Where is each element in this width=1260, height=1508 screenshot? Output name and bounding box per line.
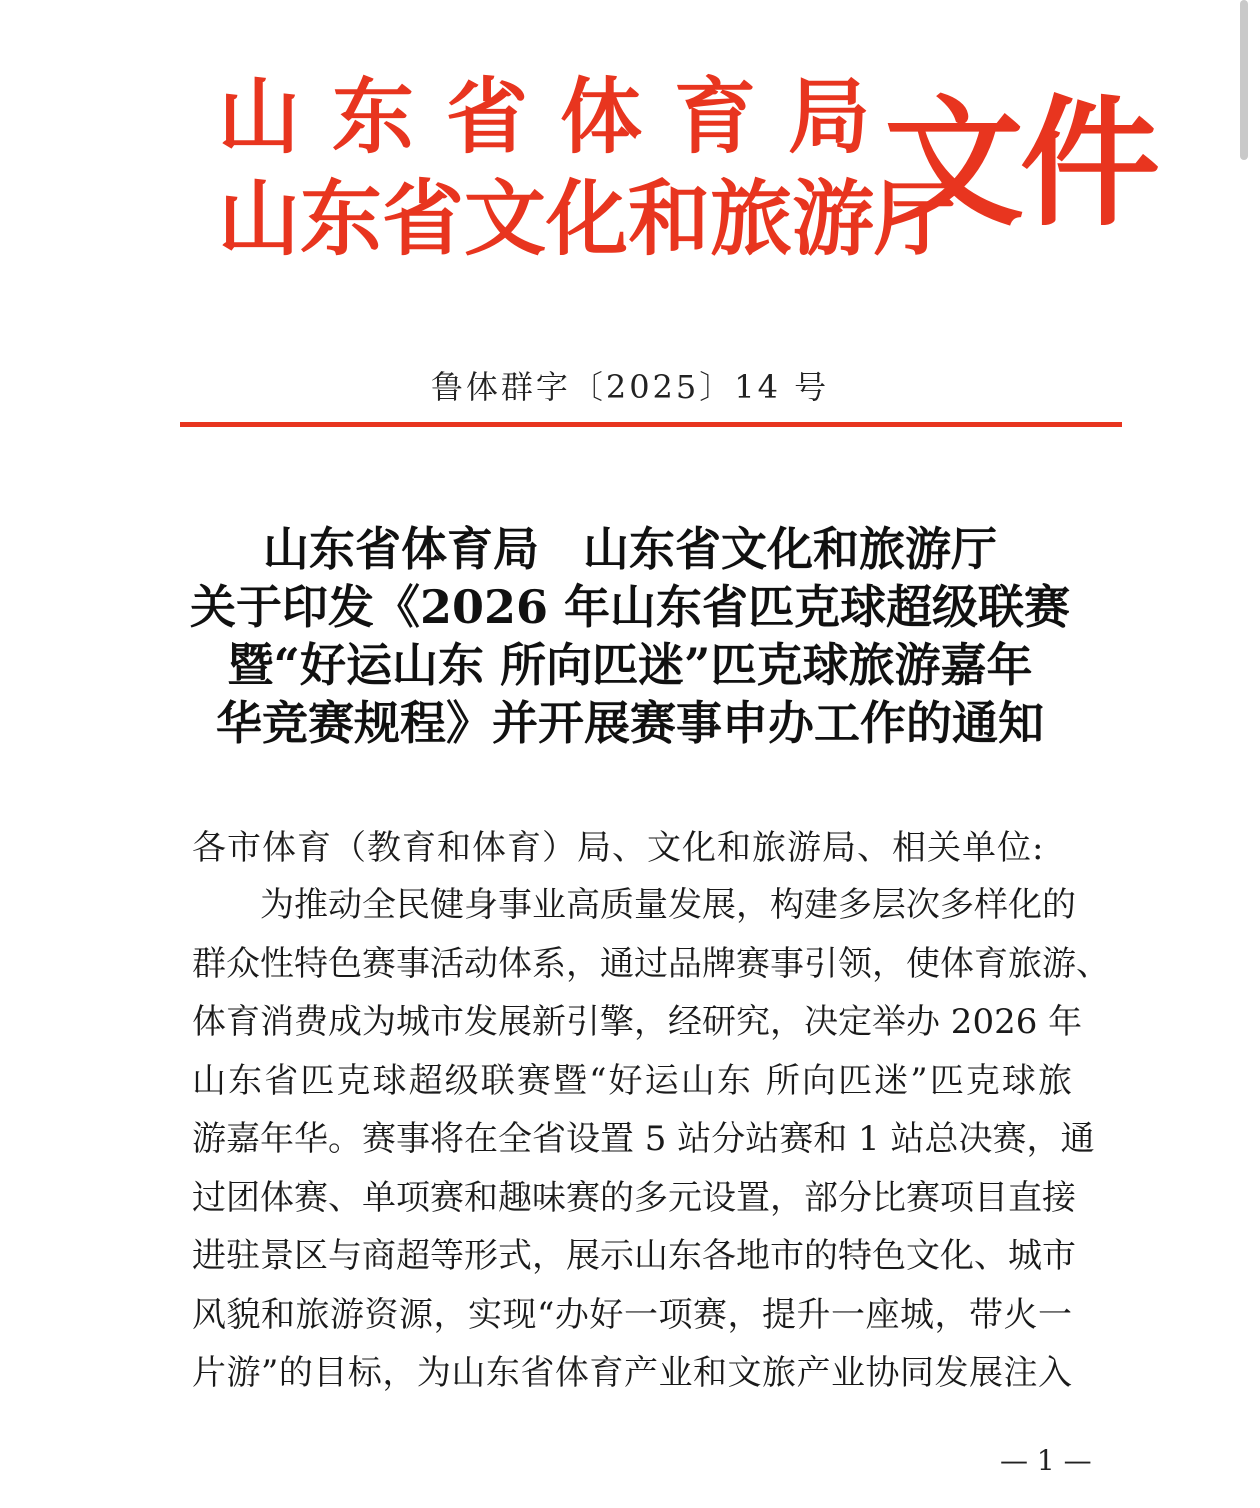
title-line-4: 华竞赛规程》并开展赛事申办工作的通知 [216,696,1044,750]
body-line: 体育消费成为城市发展新引擎，经研究，决定举办 2026 年 [192,1002,1083,1042]
body-line: 过团体赛、单项赛和趣味赛的多元设置，部分比赛项目直接 [192,1177,1076,1218]
org-name-culture-tourism-dept: 山东省文化和旅游厅 [218,171,957,267]
body-line: 山东省匹克球超级联赛暨“好运山东 所向匹迷”匹克球旅 [192,1060,1072,1101]
document-label: 文件 [884,82,1157,246]
salutation: 各市体育（教育和体育）局、文化和旅游局、相关单位: [192,828,1045,868]
body-paragraph [192,876,1110,1403]
body-line: 游嘉年华。赛事将在全省设置 5 站分站赛和 1 站总决赛，通 [192,1119,1095,1159]
body-line: 群众性特色赛事活动体系，通过品牌赛事引领，使体育旅游、 [192,943,1110,984]
title-org-1: 山东省体育局 [263,522,539,576]
title-line-3: 暨“好运山东 所向匹迷”匹克球旅游嘉年 [227,638,1033,692]
body-line: 风貌和旅游资源，实现“办好一项赛，提升一座城，带火一 [192,1294,1072,1335]
title-org-2: 山东省文化和旅游厅 [583,522,997,576]
document-title [0,520,1260,752]
document-number: 鲁体群字〔2025〕14 号 [430,368,830,406]
scrollbar[interactable] [1240,0,1248,160]
body-line: 进驻景区与商超等形式，展示山东各地市的特色文化、城市 [192,1236,1076,1276]
title-line-1 [0,520,1260,578]
body-line: 片游”的目标，为山东省体育产业和文旅产业协同发展注入 [192,1353,1072,1393]
body-line: 为推动全民健身事业高质量发展，构建多层次多样化的 [260,885,1076,925]
org-name-sports-bureau: 山东省体育局 [218,69,903,165]
issuing-organizations [218,69,957,267]
title-line-2: 关于印发《2026 年山东省匹克球超级联赛 [189,580,1071,634]
page-number: — 1 — [1000,1444,1092,1477]
red-divider-line [180,422,1122,427]
